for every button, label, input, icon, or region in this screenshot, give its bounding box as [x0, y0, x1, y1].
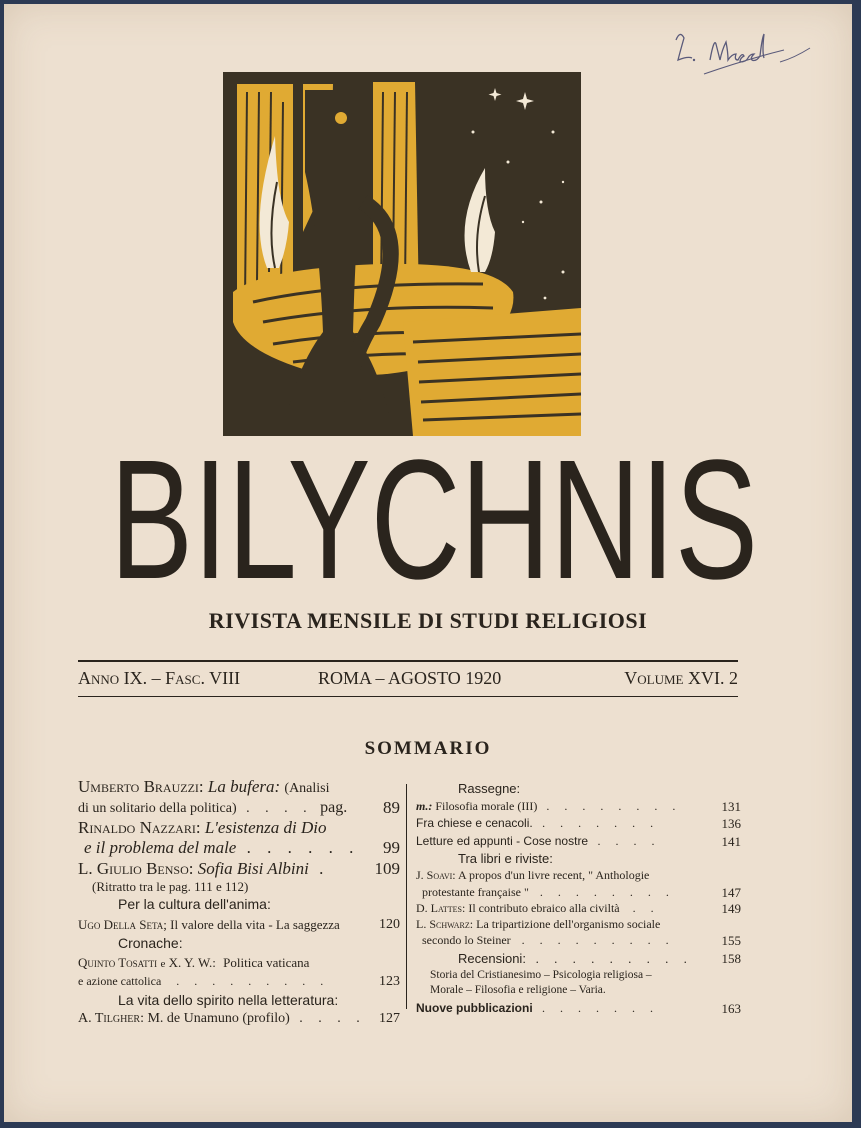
toc-entry-benso: L. Giulio Benso: Sofia Bisi Albini .	[78, 859, 324, 878]
toc-page-147: 147	[721, 885, 741, 900]
toc-entry-nuove-pubblicazioni: Nuove pubblicazioni . . . . . . .	[416, 1001, 660, 1015]
toc-page-149: 149	[721, 901, 741, 916]
toc-section-cronache: Cronache:	[118, 935, 183, 951]
toc-recensioni-topics-2: Morale – Filosofia e religione – Varia.	[430, 984, 606, 996]
toc-page-141: 141	[721, 834, 741, 849]
issue-info-bar	[78, 668, 738, 692]
masthead-title: BILYCHNIS	[110, 444, 758, 584]
toc-page-89: 89	[383, 798, 400, 817]
divider-top	[78, 660, 738, 662]
toc-section-vita-spirito: La vita dello spirito nella letteratura:	[118, 992, 339, 1008]
toc-page-120: 120	[379, 917, 400, 932]
toc-page-109: 109	[374, 859, 400, 878]
toc-section-tra-libri: Tra libri e riviste:	[458, 851, 553, 866]
toc-page-123: 123	[379, 974, 400, 989]
handwritten-signature	[670, 26, 820, 86]
toc-entry-fra-chiese: Fra chiese e cenacoli. . . . . . . .	[416, 816, 660, 830]
toc-entry-benso-note: (Ritratto tra le pag. 111 e 112)	[92, 879, 249, 894]
toc-entry-schwarz: L. Schwarz: La tripartizione dell'organismo sociale	[416, 917, 661, 931]
toc-entry-della-seta: Ugo Della Seta; Il valore della vita - La saggezza	[78, 917, 340, 932]
toc-page-163: 163	[721, 1001, 741, 1016]
masthead-logo	[104, 444, 764, 584]
toc-entry-filosofia-morale: m.: Filosofia morale (III) . . . . . . . .	[416, 799, 682, 813]
toc-entry-letture: Letture ed appunti - Cose nostre . . . .	[416, 834, 661, 848]
sommario-heading: SOMMARIO	[364, 738, 492, 759]
toc-entry-tosatti-line2: e azione cattolica . . . . . . . . .	[78, 974, 330, 988]
toc-entry-brauzzi-line2: di un solitario della politica) . . . . pag.	[78, 799, 348, 816]
toc-entry-soavi: J. Soavi: A propos d'un livre recent, " Anthologie	[416, 868, 650, 882]
divider-bottom	[78, 696, 738, 697]
toc-entry-nazzari: Rinaldo Nazzari: L'esistenza di Dio	[78, 818, 327, 837]
toc-entry-nazzari-line2: e il problema del male . . . . . .	[84, 838, 360, 857]
toc-entry-lattes: D. Lattes: Il contributo ebraico alla civiltà . .	[416, 901, 660, 915]
issue-volume: Volume XVI. 2	[624, 668, 738, 688]
toc-entry-soavi-line2: protestante française " . . . . . . . .	[422, 885, 675, 899]
toc-entry-recensioni: Recensioni: . . . . . . . . .	[458, 951, 693, 966]
toc-page-158: 158	[721, 951, 741, 966]
column-divider	[406, 784, 407, 1009]
toc-entry-tosatti: Quinto Tosatti e X. Y. W.: Politica vaticana	[78, 955, 310, 970]
issue-place-date: ROMA – AGOSTO 1920	[318, 668, 502, 688]
toc-recensioni-topics-1: Storia del Cristianesimo – Psicologia religiosa –	[430, 969, 652, 981]
toc-entry-schwarz-line2: secondo lo Steiner . . . . . . . . .	[422, 933, 675, 947]
subtitle: RIVISTA MENSILE DI STUDI RELIGIOSI	[208, 608, 648, 633]
toc-section-cultura-anima: Per la cultura dell'anima:	[118, 896, 271, 912]
toc-page-136: 136	[721, 816, 741, 831]
issue-number: Anno IX. – Fasc. VIII	[78, 668, 241, 688]
toc-section-rassegne: Rassegne:	[458, 781, 521, 796]
toc-entry-brauzzi: Umberto Brauzzi: La bufera: (Analisi	[78, 777, 330, 796]
oil-lamp-woodcut-illustration	[223, 72, 581, 436]
cover-page	[4, 4, 852, 1122]
toc-page-155: 155	[721, 933, 741, 948]
toc-page-99: 99	[383, 838, 400, 857]
toc-page-127: 127	[379, 1011, 400, 1026]
toc-entry-tilgher: A. Tilgher: M. de Unamuno (profilo) . . . .	[78, 1011, 366, 1026]
toc-page-131: 131	[721, 799, 741, 814]
